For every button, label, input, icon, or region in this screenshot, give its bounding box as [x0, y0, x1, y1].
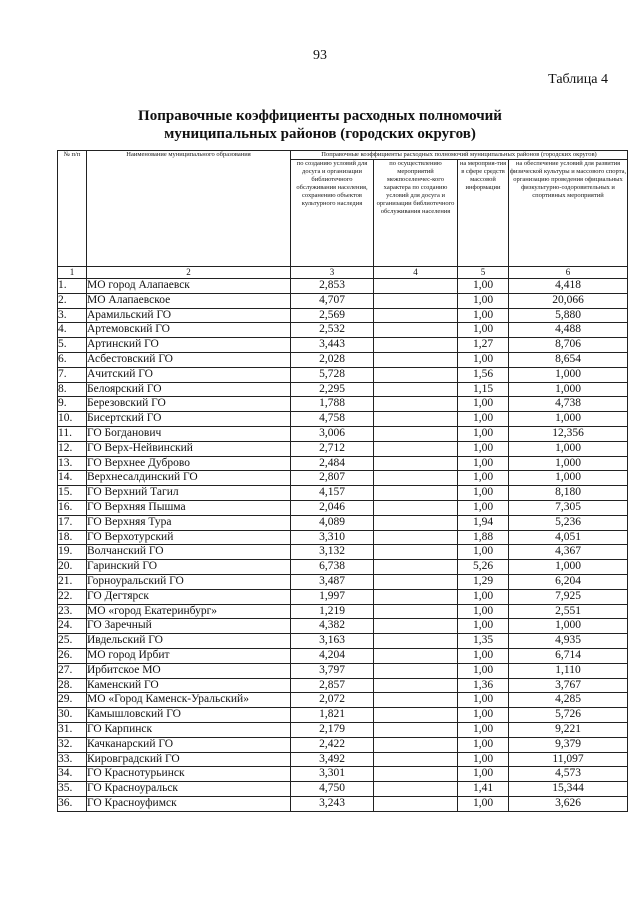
row-col-5: 1,00: [458, 308, 509, 323]
row-name: Верхнесалдинский ГО: [87, 471, 291, 486]
row-col-6: 8,180: [509, 486, 628, 501]
page-number: 93: [313, 48, 327, 63]
row-col-6: 6,714: [509, 648, 628, 663]
row-col-6: 4,367: [509, 545, 628, 560]
row-col-5: 1,00: [458, 352, 509, 367]
row-col-5: 1,00: [458, 412, 509, 427]
row-col-3: 3,797: [291, 663, 374, 678]
row-col-5: 1,00: [458, 589, 509, 604]
row-name: Ачитский ГО: [87, 367, 291, 382]
row-col-5: 1,00: [458, 752, 509, 767]
table-label: Таблица 4: [548, 72, 608, 87]
header-group: Поправочные коэффициенты расходных полномочий муниципальных районов (городских округов): [291, 151, 628, 160]
row-col-5: 1,15: [458, 382, 509, 397]
row-col-4: [374, 708, 458, 723]
row-col-3: 4,707: [291, 293, 374, 308]
row-col-4: [374, 663, 458, 678]
row-col-5: 1,88: [458, 530, 509, 545]
row-col-4: [374, 604, 458, 619]
row-col-4: [374, 441, 458, 456]
row-col-3: 2,179: [291, 722, 374, 737]
row-col-6: 1,000: [509, 619, 628, 634]
header-number: № п/п: [58, 151, 87, 267]
row-col-3: 3,163: [291, 634, 374, 649]
row-col-3: 2,484: [291, 456, 374, 471]
row-col-5: 1,00: [458, 604, 509, 619]
header-col-5: на мероприя-тия в сфере средств массовой информации: [458, 160, 509, 267]
row-col-6: 6,204: [509, 574, 628, 589]
row-col-4: [374, 279, 458, 294]
row-number: 8.: [58, 382, 87, 397]
row-name: Бисертский ГО: [87, 412, 291, 427]
table-row: [58, 782, 628, 797]
row-name: МО Алапаевское: [87, 293, 291, 308]
row-col-4: [374, 648, 458, 663]
document-title-line-1: Поправочные коэффициенты расходных полномочий: [138, 108, 502, 124]
row-name: ГО Верхняя Пышма: [87, 500, 291, 515]
row-col-5: 1,00: [458, 648, 509, 663]
row-col-6: 1,000: [509, 441, 628, 456]
coefficients-table: [57, 150, 628, 812]
table-row: [58, 323, 628, 338]
row-col-3: 4,157: [291, 486, 374, 501]
row-col-6: 1,000: [509, 367, 628, 382]
row-col-4: [374, 619, 458, 634]
row-name: ГО Верхняя Тура: [87, 515, 291, 530]
row-col-6: 1,110: [509, 663, 628, 678]
row-col-6: 1,000: [509, 382, 628, 397]
row-number: 13.: [58, 456, 87, 471]
table-row: [58, 752, 628, 767]
row-col-3: 2,046: [291, 500, 374, 515]
row-col-4: [374, 678, 458, 693]
row-number: 17.: [58, 515, 87, 530]
column-number: 4: [374, 267, 458, 279]
row-col-4: [374, 752, 458, 767]
row-col-5: 1,00: [458, 619, 509, 634]
row-col-6: 2,551: [509, 604, 628, 619]
row-name: ГО Красноуфимск: [87, 796, 291, 811]
row-number: 6.: [58, 352, 87, 367]
row-col-5: 1,00: [458, 693, 509, 708]
row-col-3: 5,728: [291, 367, 374, 382]
row-col-6: 4,573: [509, 767, 628, 782]
row-col-3: 3,487: [291, 574, 374, 589]
row-col-6: 8,654: [509, 352, 628, 367]
row-col-5: 1,00: [458, 441, 509, 456]
row-col-4: [374, 486, 458, 501]
row-col-3: 4,204: [291, 648, 374, 663]
table-row: [58, 338, 628, 353]
row-name: ГО Дегтярск: [87, 589, 291, 604]
row-col-3: 2,028: [291, 352, 374, 367]
row-col-4: [374, 397, 458, 412]
row-col-3: 2,853: [291, 279, 374, 294]
row-col-6: 5,880: [509, 308, 628, 323]
table-row: [58, 515, 628, 530]
row-col-4: [374, 426, 458, 441]
row-number: 21.: [58, 574, 87, 589]
row-number: 7.: [58, 367, 87, 382]
table-row: [58, 604, 628, 619]
row-name: МО город Алапаевск: [87, 279, 291, 294]
table-row: [58, 486, 628, 501]
row-col-6: 4,051: [509, 530, 628, 545]
row-col-5: 1,00: [458, 545, 509, 560]
row-col-6: 4,285: [509, 693, 628, 708]
row-col-4: [374, 456, 458, 471]
row-name: Асбестовский ГО: [87, 352, 291, 367]
row-name: Арамильский ГО: [87, 308, 291, 323]
row-number: 4.: [58, 323, 87, 338]
table-row: [58, 574, 628, 589]
row-name: МО «Город Каменск-Уральский»: [87, 693, 291, 708]
row-number: 31.: [58, 722, 87, 737]
row-col-5: 1,00: [458, 426, 509, 441]
table-row: [58, 308, 628, 323]
table-row: [58, 500, 628, 515]
row-col-4: [374, 530, 458, 545]
row-col-5: 1,00: [458, 722, 509, 737]
table-row: [58, 352, 628, 367]
document-title-line-2: муниципальных районов (городских округов): [164, 126, 476, 142]
row-col-5: 5,26: [458, 560, 509, 575]
row-col-5: 1,00: [458, 397, 509, 412]
row-number: 5.: [58, 338, 87, 353]
row-number: 12.: [58, 441, 87, 456]
row-col-6: 7,305: [509, 500, 628, 515]
row-col-5: 1,29: [458, 574, 509, 589]
row-col-3: 2,857: [291, 678, 374, 693]
row-col-5: 1,41: [458, 782, 509, 797]
row-number: 14.: [58, 471, 87, 486]
row-col-4: [374, 515, 458, 530]
row-number: 18.: [58, 530, 87, 545]
table-row: [58, 634, 628, 649]
row-col-3: 2,072: [291, 693, 374, 708]
row-number: 25.: [58, 634, 87, 649]
row-number: 15.: [58, 486, 87, 501]
row-col-6: 1,000: [509, 471, 628, 486]
row-name: ГО Верхотурский: [87, 530, 291, 545]
row-col-6: 20,066: [509, 293, 628, 308]
row-name: МО город Ирбит: [87, 648, 291, 663]
row-col-4: [374, 782, 458, 797]
row-name: Березовский ГО: [87, 397, 291, 412]
row-number: 24.: [58, 619, 87, 634]
row-number: 35.: [58, 782, 87, 797]
row-name: ГО Богданович: [87, 426, 291, 441]
row-col-4: [374, 308, 458, 323]
row-name: Белоярский ГО: [87, 382, 291, 397]
header-name: Наименование муниципального образования: [87, 151, 291, 267]
row-col-3: 4,758: [291, 412, 374, 427]
row-col-5: 1,00: [458, 500, 509, 515]
table-row: [58, 648, 628, 663]
table-row: [58, 619, 628, 634]
row-col-5: 1,00: [458, 279, 509, 294]
row-name: Гаринский ГО: [87, 560, 291, 575]
row-col-4: [374, 574, 458, 589]
row-number: 28.: [58, 678, 87, 693]
row-col-3: 6,738: [291, 560, 374, 575]
row-name: Артемовский ГО: [87, 323, 291, 338]
row-col-3: 4,089: [291, 515, 374, 530]
column-number: 5: [458, 267, 509, 279]
column-number: 3: [291, 267, 374, 279]
row-col-4: [374, 323, 458, 338]
row-col-3: 2,712: [291, 441, 374, 456]
row-name: Камышловский ГО: [87, 708, 291, 723]
row-col-4: [374, 796, 458, 811]
row-name: ГО Краснотурьинск: [87, 767, 291, 782]
row-col-3: 3,243: [291, 796, 374, 811]
row-col-5: 1,00: [458, 663, 509, 678]
row-col-6: 3,767: [509, 678, 628, 693]
table-row: [58, 767, 628, 782]
row-number: 29.: [58, 693, 87, 708]
row-col-3: 3,310: [291, 530, 374, 545]
row-number: 23.: [58, 604, 87, 619]
table-row: [58, 367, 628, 382]
row-col-6: 1,000: [509, 456, 628, 471]
table-row: [58, 560, 628, 575]
row-col-5: 1,36: [458, 678, 509, 693]
row-col-6: 4,738: [509, 397, 628, 412]
row-name: ГО Верхний Тагил: [87, 486, 291, 501]
row-col-5: 1,00: [458, 456, 509, 471]
row-name: Артинский ГО: [87, 338, 291, 353]
table-row: [58, 412, 628, 427]
row-col-6: 4,935: [509, 634, 628, 649]
row-name: Кировградский ГО: [87, 752, 291, 767]
document-title: [0, 107, 640, 143]
table-row: [58, 589, 628, 604]
row-col-4: [374, 471, 458, 486]
table-row: [58, 426, 628, 441]
header-col-4: по осуществлению мероприятий межпоселенчес-кого характера по созданию условий для досуга и организации библиотечного обслуживания населения: [374, 160, 458, 267]
table-row: [58, 397, 628, 412]
row-col-6: 5,726: [509, 708, 628, 723]
row-col-5: 1,27: [458, 338, 509, 353]
row-name: МО «город Екатеринбург»: [87, 604, 291, 619]
column-number: 6: [509, 267, 628, 279]
row-col-3: 3,132: [291, 545, 374, 560]
row-name: Качканарский ГО: [87, 737, 291, 752]
row-col-4: [374, 338, 458, 353]
header-col-3: по созданию условий для досуга и организации библиотечного обслуживания населения, сохранению объектов культурного наследия: [291, 160, 374, 267]
row-col-3: 2,532: [291, 323, 374, 338]
row-name: ГО Верхнее Дуброво: [87, 456, 291, 471]
row-number: 3.: [58, 308, 87, 323]
column-number: 2: [87, 267, 291, 279]
row-name: Горноуральский ГО: [87, 574, 291, 589]
row-col-5: 1,94: [458, 515, 509, 530]
row-col-4: [374, 634, 458, 649]
table-row: [58, 737, 628, 752]
row-col-3: 2,569: [291, 308, 374, 323]
row-col-4: [374, 367, 458, 382]
row-number: 22.: [58, 589, 87, 604]
header-col-6: на обеспечение условий для развития физической культуры и массового спорта, организацию проведения официальных физкультурно-оздоровительных и спортивных мероприятий: [509, 160, 628, 267]
table-row: [58, 545, 628, 560]
row-col-6: 5,236: [509, 515, 628, 530]
row-col-4: [374, 412, 458, 427]
row-col-4: [374, 545, 458, 560]
row-col-6: 1,000: [509, 560, 628, 575]
table-row: [58, 678, 628, 693]
row-name: Ирбитское МО: [87, 663, 291, 678]
row-col-3: 3,492: [291, 752, 374, 767]
row-number: 2.: [58, 293, 87, 308]
row-col-3: 4,382: [291, 619, 374, 634]
row-col-3: 1,219: [291, 604, 374, 619]
row-col-4: [374, 722, 458, 737]
row-col-5: 1,00: [458, 323, 509, 338]
row-col-4: [374, 500, 458, 515]
table-row: [58, 722, 628, 737]
row-number: 27.: [58, 663, 87, 678]
row-col-4: [374, 293, 458, 308]
table-row: [58, 663, 628, 678]
table-row: [58, 382, 628, 397]
row-col-4: [374, 693, 458, 708]
row-col-5: 1,00: [458, 767, 509, 782]
row-col-5: 1,35: [458, 634, 509, 649]
table-row: [58, 293, 628, 308]
row-col-3: 2,295: [291, 382, 374, 397]
row-col-4: [374, 352, 458, 367]
row-col-6: 7,925: [509, 589, 628, 604]
row-col-5: 1,56: [458, 367, 509, 382]
row-col-3: 3,443: [291, 338, 374, 353]
row-col-5: 1,00: [458, 737, 509, 752]
row-number: 34.: [58, 767, 87, 782]
row-number: 9.: [58, 397, 87, 412]
row-name: ГО Карпинск: [87, 722, 291, 737]
table-row: [58, 530, 628, 545]
row-col-6: 1,000: [509, 412, 628, 427]
row-col-4: [374, 767, 458, 782]
row-name: Ивдельский ГО: [87, 634, 291, 649]
row-col-3: 3,301: [291, 767, 374, 782]
row-col-4: [374, 560, 458, 575]
row-col-6: 4,488: [509, 323, 628, 338]
row-col-3: 2,807: [291, 471, 374, 486]
row-col-6: 11,097: [509, 752, 628, 767]
row-number: 16.: [58, 500, 87, 515]
row-number: 30.: [58, 708, 87, 723]
row-col-6: 3,626: [509, 796, 628, 811]
row-name: ГО Заречный: [87, 619, 291, 634]
row-name: Волчанский ГО: [87, 545, 291, 560]
row-number: 32.: [58, 737, 87, 752]
row-number: 26.: [58, 648, 87, 663]
row-col-6: 15,344: [509, 782, 628, 797]
table-row: [58, 796, 628, 811]
table-row: [58, 279, 628, 294]
row-number: 33.: [58, 752, 87, 767]
column-number-row: [58, 267, 628, 279]
row-col-6: 12,356: [509, 426, 628, 441]
row-col-6: 9,221: [509, 722, 628, 737]
row-col-3: 4,750: [291, 782, 374, 797]
row-col-3: 2,422: [291, 737, 374, 752]
row-number: 20.: [58, 560, 87, 575]
row-number: 11.: [58, 426, 87, 441]
table-row: [58, 693, 628, 708]
row-col-3: 3,006: [291, 426, 374, 441]
row-col-5: 1,00: [458, 471, 509, 486]
row-number: 10.: [58, 412, 87, 427]
table-row: [58, 456, 628, 471]
row-col-4: [374, 589, 458, 604]
row-col-5: 1,00: [458, 796, 509, 811]
row-col-4: [374, 737, 458, 752]
row-name: ГО Красноуральск: [87, 782, 291, 797]
row-col-6: 4,418: [509, 279, 628, 294]
row-number: 1.: [58, 279, 87, 294]
row-col-6: 8,706: [509, 338, 628, 353]
row-col-3: 1,997: [291, 589, 374, 604]
table-body: [58, 279, 628, 812]
row-number: 36.: [58, 796, 87, 811]
row-col-5: 1,00: [458, 708, 509, 723]
row-number: 19.: [58, 545, 87, 560]
row-col-6: 9,379: [509, 737, 628, 752]
row-col-4: [374, 382, 458, 397]
column-number: 1: [58, 267, 87, 279]
row-col-5: 1,00: [458, 486, 509, 501]
row-name: ГО Верх-Нейвинский: [87, 441, 291, 456]
row-col-3: 1,788: [291, 397, 374, 412]
table-row: [58, 471, 628, 486]
table-row: [58, 441, 628, 456]
table-row: [58, 708, 628, 723]
row-name: Каменский ГО: [87, 678, 291, 693]
row-col-5: 1,00: [458, 293, 509, 308]
row-col-3: 1,821: [291, 708, 374, 723]
